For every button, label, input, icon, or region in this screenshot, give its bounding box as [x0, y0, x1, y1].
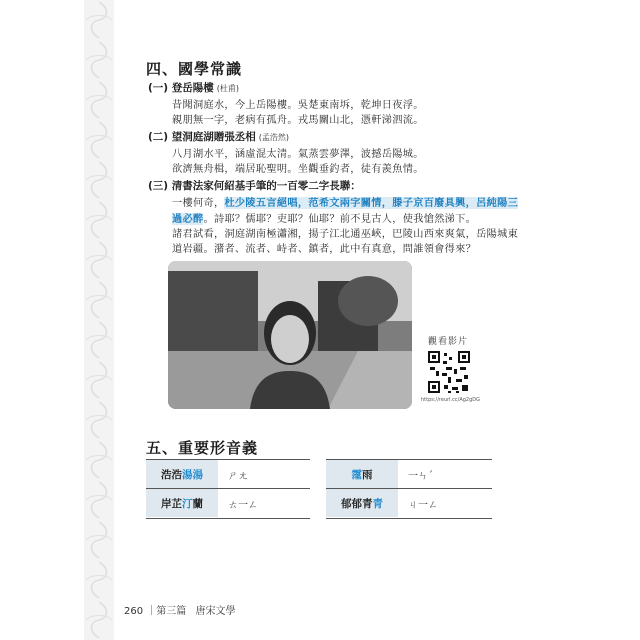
- qr-label: 觀看影片: [428, 337, 469, 347]
- page-footer: [124, 602, 235, 617]
- footer-separator: ｜: [146, 606, 157, 617]
- term-text: 郁郁青: [341, 497, 373, 510]
- term-cell: [146, 460, 218, 488]
- couplet-highlight: 杜少陵五言絕唱，范希文兩字關情，滕子京百廢具興，呂純陽三: [224, 197, 519, 209]
- poem-title: (一) 登岳陽樓: [148, 82, 214, 94]
- poem-line: 欲濟無舟楫，端居恥聖明。坐觀垂釣者，徒有羨魚情。: [172, 164, 424, 175]
- term-highlight: 青: [372, 497, 383, 510]
- term-text: 岸芷: [161, 497, 182, 510]
- page-number: 260: [124, 606, 144, 617]
- poem-author: (孟浩然): [258, 133, 290, 142]
- couplet-text: 一樓何奇，: [172, 198, 225, 209]
- footer-title: 唐宋文學: [195, 606, 236, 617]
- term-text: 蘭: [192, 497, 203, 510]
- couplet-heading: (三) 清書法家何紹基手筆的一百零二字長聯：: [148, 180, 361, 192]
- term-cell: [326, 460, 398, 488]
- couplet-line: 諸君試看，洞庭湖南極瀟湘，揚子江北通巫峽，巴陵山西來爽氣，岳陽城東: [172, 229, 519, 240]
- poem-heading: [148, 129, 289, 144]
- couplet-line: 道岩疆。潴者、流者、峙者、鎮者，此中有真意，問誰領會得來？: [172, 244, 477, 255]
- video-still-image: [168, 261, 412, 409]
- pronunciation: 一ㄣˊ: [408, 470, 433, 482]
- decorative-band: [84, 0, 114, 640]
- couplet-text: 。詩耶？儒耶？吏耶？仙耶？前不見古人，使我愴然涕下。: [203, 214, 477, 225]
- term-highlight: 湯: [192, 468, 203, 481]
- poem-author: (杜甫): [216, 84, 240, 93]
- term-cell: [326, 489, 398, 517]
- poem-line: 昔聞洞庭水，今上岳陽樓。吳楚東南坼，乾坤日夜浮。: [172, 100, 424, 111]
- term-highlight: 湯: [182, 468, 193, 481]
- table-row: [146, 460, 492, 488]
- term-text: 浩浩: [161, 468, 182, 481]
- term-highlight: 霪: [351, 468, 362, 481]
- section-title-4: 四、國學常識: [146, 60, 243, 78]
- couplet-highlight: 過必醉: [172, 213, 204, 225]
- pronunciation: ㄊ一ㄥ: [228, 499, 258, 511]
- table-rule: [326, 518, 492, 519]
- qr-code-icon[interactable]: [426, 349, 472, 395]
- video-thumbnail[interactable]: [168, 261, 412, 409]
- couplet-line: [172, 194, 518, 209]
- couplet-line: [172, 210, 476, 225]
- pronunciation: ㄕㄤ: [228, 470, 248, 482]
- poem-title: (二) 望洞庭湖贈張丞相: [148, 131, 256, 143]
- table-rule: [146, 518, 310, 519]
- term-text: 雨: [362, 468, 373, 481]
- pronunciation: ㄐ一ㄥ: [408, 499, 438, 511]
- poem-heading: [148, 80, 239, 95]
- footer-part: 第三篇: [156, 606, 187, 617]
- term-cell: [146, 489, 218, 517]
- qr-url[interactable]: https://reurl.cc/Ag2gDG: [421, 397, 481, 403]
- section-title-5: 五、重要形音義: [146, 439, 259, 457]
- poem-line: 親朋無一字，老病有孤舟。戎馬關山北，憑軒涕泗流。: [172, 115, 424, 126]
- poem-line: 八月湖水平，涵虛混太清。氣蒸雲夢澤，波撼岳陽城。: [172, 149, 424, 160]
- term-highlight: 汀: [182, 497, 193, 510]
- table-row: [146, 489, 492, 517]
